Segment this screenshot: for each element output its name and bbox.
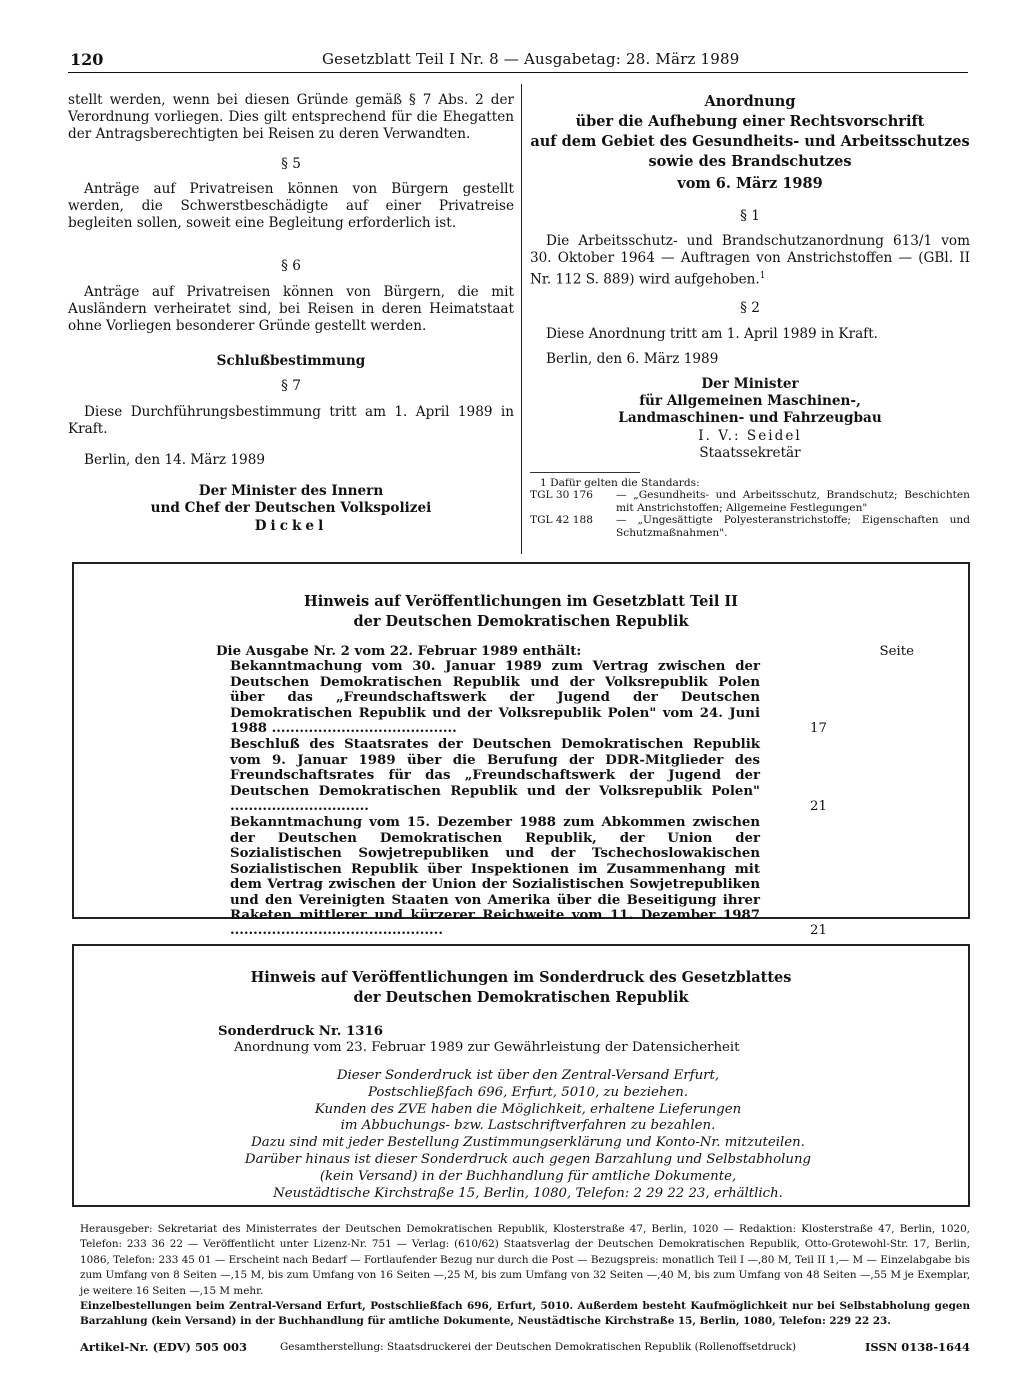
issn: ISSN 0138-1644 — [864, 1340, 970, 1354]
left-signer-line2: und Chef der Deutschen Volkspolizei — [150, 500, 432, 517]
left-intro: stellt werden, wenn bei diesen Gründe gemäß § 7 Abs. 2 der Verordnung vorliegen. Dies gilt entsprechend für die Ehegatten der Antragsberechtigten bei Reisen zu deren Verwandten. — [68, 92, 514, 143]
article-number: Artikel-Nr. (EDV) 505 003 — [80, 1340, 247, 1354]
entry-text: Bekanntmachung vom 15. Dezember 1988 zum Abkommen zwischen der Deutschen Demokratischen Republik, der Union der Sozialistischen Sowjetrepubliken und der Tschechoslowakischen Sozialistischen Republik über Inspektionen im Zusammenhang mit dem Vertrag zwischen der Union der Sozialistischen Sowjetrepubliken und den Vereinigten Staaten von Amerika über die Beseitigung ihrer Raketen mittlerer und kürzerer Reichweite vom 11. Dezember 1987 .............................................. — [230, 815, 760, 939]
section-5-text: Anträge auf Privatreisen können von Bürgern gestellt werden, die Schwerstbeschädigte auf einer Privatreise begleiten sollen, soweit eine Begleitung erforderlich ist. — [68, 180, 514, 232]
right-column — [530, 92, 970, 539]
section-7-text: Diese Durchführungsbestimmung tritt am 1. April 1989 in Kraft. — [68, 403, 514, 437]
entry-text: Beschluß des Staatsrates der Deutschen Demokratischen Republik vom 9. Januar 1989 über die Berufung der DDR-Mitglieder des Freundschaftsrates für das „Freundschaftswerk der Jugend der Deutschen Demokratischen Republik und der Volksrepublik Polen" .............................. — [230, 737, 760, 815]
left-signer-name: Dickel — [254, 517, 328, 534]
box2-title-line2: der Deutschen Demokratischen Republik — [353, 989, 689, 1006]
standard-code: TGL 30 176 — [530, 489, 593, 502]
production-note: Gesamtherstellung: Staatsdruckerei der Deutschen Demokratischen Republik (Rollenoffsetdruck) — [280, 1341, 797, 1353]
footnote-rule — [530, 472, 640, 473]
entry-text: Bekanntmachung vom 30. Januar 1989 zum Vertrag zwischen der Deutschen Demokratischen Republik und der Volksrepublik Polen über das „Freundschaftswerk der Jugend der Deutschen Demokratischen Republik und der Volksrepublik Polen" vom 24. Juni 1988 ........................................ — [230, 659, 760, 737]
left-place-date: Berlin, den 14. März 1989 — [84, 452, 265, 469]
right-place-date: Berlin, den 6. März 1989 — [546, 350, 719, 367]
section-1-text: Die Arbeitsschutz- und Brandschutzanordnung 613/1 vom 30. Oktober 1964 — Auftragen von Anstrichstoffen — (GBl. II Nr. 112 S. 889) wird aufgehoben. — [530, 233, 970, 288]
ordering-line: Darüber hinaus ist dieser Sonderdruck auch gegen Barzahlung und Selbstabholung — [244, 1151, 812, 1167]
imprint — [80, 1222, 970, 1330]
imprint-bottom-line — [80, 1340, 970, 1354]
section-1-text-wrap — [530, 233, 970, 288]
right-signer-line2: für Allgemeinen Maschinen-, — [639, 393, 861, 410]
footnotes — [530, 477, 970, 539]
notice-box-special-print — [72, 944, 970, 1207]
box1-title-line2: der Deutschen Demokratischen Republik — [353, 613, 689, 630]
footnote-mark: 1 — [759, 270, 766, 281]
entry-page: 21 — [810, 799, 827, 815]
entry-page: 21 — [810, 923, 827, 939]
list-item — [230, 659, 827, 737]
ordering-line: (kein Versand) in der Buchhandlung für amtliche Dokumente, — [319, 1168, 737, 1184]
running-head: Gesetzblatt Teil I Nr. 8 — Ausgabetag: 28. März 1989 — [322, 50, 740, 68]
right-signer-name: I. V.: Seidel — [698, 427, 802, 444]
imprint-orders: Einzelbestellungen beim Zentral-Versand Erfurt, Postschließfach 696, Erfurt, 5010. Außerdem besteht Kaufmöglichkeit nur bei Selbstabholung gegen Barzahlung (kein Versand) in der Buchhandlung für amtliche Dokumente, Neustädtische Kirchstraße 15, Berlin, 1080, Telefon: 229 22 23. — [80, 1300, 970, 1328]
box1-title-line1: Hinweis auf Veröffentlichungen im Gesetzblatt Teil II — [304, 593, 738, 610]
right-signer-line3: Landmaschinen- und Fahrzeugbau — [618, 410, 882, 427]
left-signer-line1: Der Minister des Innern — [198, 483, 384, 500]
section-6-heading: § 6 — [281, 258, 301, 275]
right-signer-line1: Der Minister — [701, 375, 799, 392]
special-print-number: Sonderdruck Nr. 1316 — [218, 1024, 384, 1039]
box2-title-line1: Hinweis auf Veröffentlichungen im Sonderdruck des Gesetzblattes — [250, 969, 792, 986]
ordering-line: Dazu sind mit jeder Bestellung Zustimmungserklärung und Konto-Nr. mitzuteilen. — [251, 1135, 805, 1151]
page-column-label: Seite — [879, 644, 914, 659]
section-6-text: Anträge auf Privatreisen können von Bürgern, die mit Ausländern verheiratet sind, bei Reisen in deren Heimatstaat ohne Vorliegen besonderer Gründe gestellt werden. — [68, 283, 514, 335]
ordinance-date: vom 6. März 1989 — [677, 175, 823, 192]
notice-box-part-ii — [72, 562, 970, 939]
box2-title — [74, 968, 968, 1008]
footnote-row — [530, 514, 970, 539]
special-print-description: Anordnung vom 23. Februar 1989 zur Gewährleistung der Datensicherheit — [234, 1040, 740, 1055]
list-item — [230, 815, 827, 939]
standard-text: — „Gesundheits- und Arbeitsschutz, Brandschutz; Beschichten mit Anstrichstoffen; Allgemeine Festlegungen" — [616, 489, 970, 514]
ordering-line: im Abbuchungs- bzw. Lastschriftverfahren zu bezahlen. — [340, 1118, 716, 1134]
ordinance-title-line1: Anordnung — [704, 93, 796, 110]
ordinance-title-line3: auf dem Gebiet des Gesundheits- und Arbeitsschutzes — [530, 133, 970, 150]
standard-code: TGL 42 188 — [530, 514, 593, 527]
imprint-publisher: Herausgeber: Sekretariat des Ministerrates der Deutschen Demokratischen Republik, Klosterstraße 47, Berlin, 1020 — Redaktion: Klosterstraße 47, Berlin, 1020, Telefon: 233 36 22 — Veröffentlicht unter Lizenz-Nr. 751 — Verlag: (610/62) Staatsverlag der Deutschen Demokratischen Republik, Otto-Grotewohl-Str. 17, Berlin, 1086, Telefon: 233 45 01 — Erscheint nach Bedarf — Fortlaufender Bezug nur durch die Post — Bezugspreis: monatlich Teil I —,80 M, Teil II 1,— M — Einzelabgabe bis zum Umfang von 8 Seiten —,15 M, bis zum Umfang von 16 Seiten —,25 M, bis zum Umfang von 32 Seiten —,40 M, bis zum Umfang von 48 Seiten —,55 M je Exemplar, je weitere 16 Seiten —,15 M mehr. — [80, 1223, 970, 1297]
ordering-info — [218, 1068, 838, 1202]
publication-list — [214, 644, 914, 939]
right-signer-title: Staatssekretär — [699, 444, 801, 461]
section-2-text: Diese Anordnung tritt am 1. April 1989 in Kraft. — [546, 325, 878, 342]
ordering-line: Kunden des ZVE haben die Möglichkeit, erhaltene Lieferungen — [314, 1101, 742, 1117]
list-item — [230, 737, 827, 815]
footnote-row — [530, 489, 970, 514]
entry-page: 17 — [810, 721, 827, 737]
ordinance-title-line4: sowie des Brandschutzes — [648, 153, 852, 170]
left-column — [68, 92, 514, 535]
section-2-heading: § 2 — [740, 300, 760, 317]
special-print-body — [218, 1024, 838, 1202]
section-7-heading: § 7 — [281, 378, 301, 395]
issue-lead: Die Ausgabe Nr. 2 vom 22. Februar 1989 enthält: — [216, 644, 582, 659]
final-provision-heading: Schlußbestimmung — [216, 353, 366, 370]
ordering-line: Postschließfach 696, Erfurt, 5010, zu beziehen. — [367, 1084, 689, 1100]
footnote-intro: 1 Dafür gelten die Standards: — [540, 476, 700, 489]
box1-title — [74, 592, 968, 632]
standard-text: — „Ungesättigte Polyesteranstrichstoffe; Eigenschaften und Schutzmaßnahmen". — [616, 514, 970, 539]
header-rule — [68, 72, 968, 73]
section-5-heading: § 5 — [281, 155, 301, 172]
ordinance-title-line2: über die Aufhebung einer Rechtsvorschrift — [575, 113, 925, 130]
ordering-line: Neustädtische Kirchstraße 15, Berlin, 1080, Telefon: 2 29 22 23, erhältlich. — [273, 1185, 783, 1201]
page-number: 120 — [70, 50, 104, 69]
column-divider — [521, 84, 522, 554]
section-1-heading: § 1 — [740, 208, 760, 224]
ordering-line: Dieser Sonderdruck ist über den Zentral-Versand Erfurt, — [336, 1068, 720, 1083]
